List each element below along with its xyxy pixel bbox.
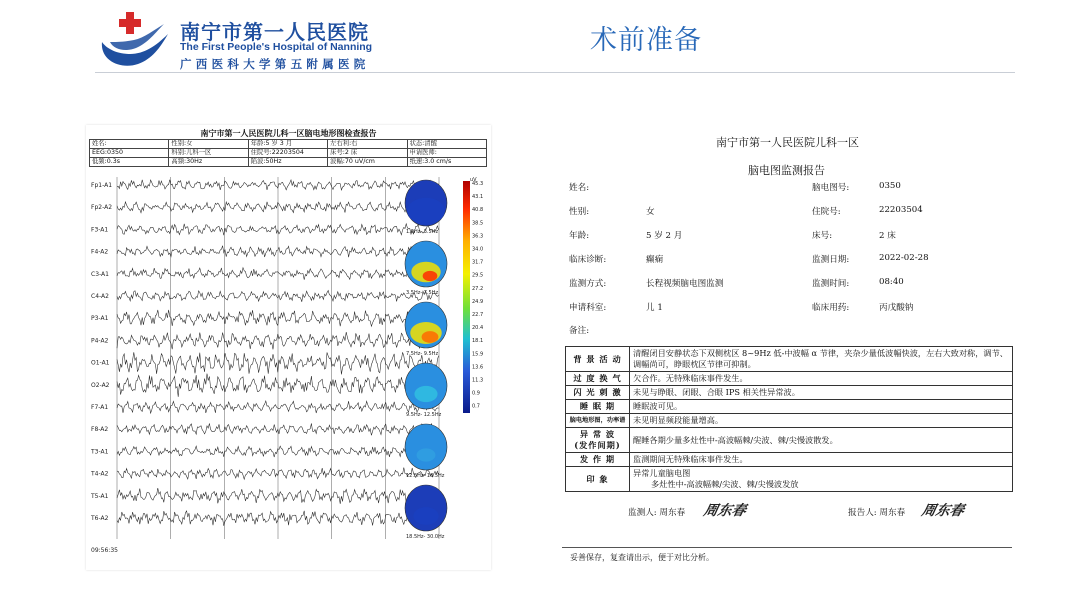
- impression-line: 多灶性中-高波幅棘/尖波、棘/尖慢波发放: [651, 479, 799, 489]
- eeg-channel-label: F3-A1: [91, 226, 109, 234]
- topography-head: [405, 363, 447, 418]
- row-label: 脑电地形图，功率谱: [566, 414, 630, 428]
- eeg-info-cell: 床号:2 床: [328, 149, 407, 158]
- row-label: 过 度 换 气: [566, 372, 630, 386]
- eeg-info-cell: 状态:清醒: [407, 140, 486, 149]
- row-label: 睡 眠 期: [566, 400, 630, 414]
- eeg-scale-label: 40.8: [472, 207, 484, 214]
- eeg-channel-label: F8-A2: [91, 426, 109, 434]
- bed-value: 2 床: [879, 231, 896, 241]
- eeg-channel-label: P3-A1: [91, 315, 109, 323]
- method-value: 长程视频脑电图监测: [646, 279, 724, 289]
- topography-hotspot: [422, 331, 439, 343]
- eeg-info-row: [90, 149, 487, 158]
- row-value: 未见与睁眼、闭眼、合眼 IPS 相关性异常波。: [630, 386, 1013, 400]
- topography-head: [405, 302, 447, 357]
- topography-hotspot: [423, 271, 438, 281]
- eeg-monitoring-report: [556, 124, 1026, 574]
- eeg-scale-label: 24.9: [472, 298, 484, 305]
- dept-label: 申请科室:: [569, 303, 607, 313]
- bed-label: 床号:: [812, 231, 833, 241]
- eeg-waveform-plot: [89, 177, 489, 567]
- date-value: 2022-02-28: [879, 253, 929, 263]
- row-label: 印 象: [566, 467, 630, 492]
- method-label: 监测方式:: [569, 279, 607, 289]
- admission-value: 22203504: [879, 205, 923, 215]
- eeg-channel-label: F4-A2: [91, 248, 109, 256]
- report-hospital: 南宁市第一人民医院儿科一区: [716, 136, 859, 149]
- eeg-report-title: 南宁市第一人民医院儿科一区脑电地形图检查报告: [200, 129, 377, 138]
- hospital-logo-icon: [98, 12, 170, 72]
- sex-label: 性别:: [569, 207, 590, 217]
- eeg-channel-label: T6-A2: [91, 515, 109, 522]
- row-label: 背 景 活 动: [566, 347, 630, 372]
- eeg-scale-label: 22.7: [472, 312, 484, 318]
- eeg-info-table: [89, 139, 487, 167]
- eeg-scale-label: 31.7: [472, 259, 484, 266]
- report-title: 脑电图监测报告: [748, 164, 825, 177]
- notes-label: 备注:: [569, 326, 590, 336]
- age-value: 5 岁 2 月: [646, 231, 683, 241]
- row-value: [630, 467, 1013, 492]
- eeg-channel-label: O2-A2: [91, 381, 110, 389]
- eeg-channel-label: C3-A1: [91, 270, 109, 278]
- eeg-channel-label: Fp2-A2: [91, 204, 113, 212]
- dept-value: 儿 1: [646, 303, 663, 313]
- topography-head: [405, 241, 447, 296]
- table-row: [566, 400, 1013, 414]
- date-label: 监测日期:: [812, 255, 850, 265]
- row-label-line: 异 常 波: [579, 429, 616, 439]
- row-label: 闪 光 刺 激: [566, 386, 630, 400]
- eeg-channel-label: Fp1-A1: [91, 182, 113, 189]
- eeg-info-cell: 陷波:50Hz: [248, 158, 327, 167]
- sex-value: 女: [646, 207, 655, 217]
- eeg-channel-label: T4-A2: [91, 470, 109, 478]
- topography-band-label: 18.5Hz- 30.0Hz: [406, 534, 445, 540]
- table-row: [566, 372, 1013, 386]
- eeg-channel-label: P4-A2: [91, 337, 109, 345]
- eeg-scale-unit: uV: [470, 177, 477, 183]
- slide-title: 术前准备: [590, 25, 702, 56]
- report-footer-divider: [562, 547, 1012, 548]
- topography-band-label: 3.5Hz- 7.5Hz: [406, 290, 439, 296]
- eeg-channel-label: T3-A1: [91, 448, 109, 456]
- row-label-line: (发作间期): [574, 440, 621, 450]
- eeg-scale-label: 0.9: [472, 390, 480, 397]
- topography-hotspot: [407, 198, 445, 224]
- eeg-info-cell: 申请医师:: [407, 149, 486, 158]
- diagnosis-label: 临床诊断:: [569, 255, 607, 265]
- table-row: [566, 467, 1013, 492]
- reporter-signature: 周东春: [920, 503, 966, 519]
- row-label: [566, 428, 630, 453]
- eeg-number-label: 脑电图号:: [812, 183, 850, 193]
- eeg-channel-label: C4-A2: [91, 293, 109, 300]
- eeg-scale-label: 13.6: [472, 364, 484, 371]
- topography-band-label: 7.5Hz- 9.5Hz: [406, 351, 439, 357]
- age-label: 年龄:: [569, 231, 590, 241]
- row-value: 欠合作。无特殊临床事件发生。: [630, 372, 1013, 386]
- eeg-scale-label: 36.3: [472, 233, 484, 240]
- eeg-channel-labels: [90, 182, 112, 522]
- eeg-info-row: [90, 158, 487, 167]
- eeg-info-cell: 波幅:70 uV/cm: [328, 158, 407, 167]
- admission-label: 住院号:: [812, 207, 841, 217]
- eeg-scale-label: 27.2: [472, 285, 484, 292]
- eeg-topography-report: [86, 125, 491, 570]
- topography-head: [405, 424, 447, 479]
- eeg-scale-label: 15.9: [472, 351, 484, 358]
- eeg-scale-labels: [472, 181, 483, 410]
- eeg-scale-label: 43.1: [472, 194, 484, 201]
- eeg-scale-label: 11.3: [472, 377, 484, 384]
- row-label: 发 作 期: [566, 453, 630, 467]
- topography-hotspot: [413, 507, 438, 525]
- eeg-scale-label: 20.4: [472, 325, 484, 332]
- topography-band-label: 9.5Hz- 12.5Hz: [406, 412, 442, 418]
- row-value: 清醒闭目安静状态下双侧枕区 8~9Hz 低-中波幅 α 节律，夹杂少量低波幅快波，左右大致对称，调节、调幅尚可，睁眼枕区节律可抑制。: [630, 347, 1013, 372]
- name-label: 姓名:: [569, 183, 590, 193]
- topography-hotspot: [414, 386, 437, 402]
- monitor-label: 监测人: 周东春: [628, 508, 686, 518]
- hospital-name-cn: 南宁市第一人民医院: [180, 20, 369, 44]
- eeg-info-cell: 性别:女: [169, 140, 248, 149]
- table-row: [566, 386, 1013, 400]
- topography-head-outline: [405, 424, 447, 470]
- eeg-info-cell: EEG:0350: [90, 149, 169, 158]
- hospital-name-en: The First People's Hospital of Nanning: [180, 41, 373, 53]
- drug-value: 丙戊酸钠: [879, 303, 914, 313]
- header-divider: [95, 72, 1015, 73]
- topography-head: [405, 485, 447, 540]
- diagnosis-value: 癫痫: [646, 255, 664, 265]
- topography-band-label: 1.0Hz- 3.5Hz: [406, 229, 439, 235]
- eeg-channel-label: O1-A1: [91, 359, 110, 367]
- impression-line: 异常儿童脑电图: [633, 468, 691, 478]
- eeg-info-cell: 住院号:22203504: [248, 149, 327, 158]
- eeg-scale-label: 29.5: [472, 272, 484, 279]
- eeg-channel-label: F7-A1: [91, 404, 109, 411]
- eeg-channel-label: T5-A1: [91, 492, 109, 500]
- eeg-info-cell: 年龄:5 岁 3 月: [248, 140, 327, 149]
- eeg-timestamp: 09:56:35: [91, 547, 118, 554]
- eeg-scale-label: 18.1: [472, 338, 484, 345]
- eeg-scale-label: 0.7: [472, 403, 480, 410]
- time-value: 08:40: [879, 277, 904, 287]
- drug-label: 临床用药:: [812, 303, 850, 313]
- eeg-info-cell: 姓名:: [90, 140, 169, 149]
- reporter-label: 报告人: 周东春: [848, 508, 906, 518]
- row-value: 监测期间无特殊临床事件发生。: [630, 453, 1013, 467]
- monitor-signature: 周东春: [702, 503, 748, 519]
- eeg-scale-label: 45.3: [472, 181, 484, 187]
- eeg-info-cell: 纸速:3.0 cm/s: [407, 158, 486, 167]
- eeg-number-value: 0350: [879, 181, 901, 191]
- row-value: 睡眠波可见。: [630, 400, 1013, 414]
- time-label: 监测时间:: [812, 279, 850, 289]
- eeg-info-cell: 高频:30Hz: [169, 158, 248, 167]
- table-row: [566, 428, 1013, 453]
- findings-table: [565, 346, 1013, 492]
- table-row: [566, 347, 1013, 372]
- eeg-info-cell: 左右利:右: [328, 140, 407, 149]
- topography-band-label: 12.5Hz- 18.5Hz: [406, 473, 445, 479]
- eeg-scale-label: 38.5: [472, 220, 484, 227]
- table-row: [566, 414, 1013, 428]
- eeg-info-cell: 科别:儿科一区: [169, 149, 248, 158]
- table-row: [566, 453, 1013, 467]
- report-footer-note: 妥善保存，复查请出示，便于对比分析。: [570, 553, 714, 562]
- row-value: 醒睡各期少量多灶性中-高波幅棘/尖波、棘/尖慢波散发。: [630, 428, 1013, 453]
- topography-hotspot: [417, 448, 436, 461]
- eeg-color-scale: [463, 181, 470, 413]
- eeg-info-cell: 低频:0.3s: [90, 158, 169, 167]
- row-value: 未见明显频段能量增高。: [630, 414, 1013, 428]
- eeg-scale-label: 34.0: [472, 246, 484, 253]
- eeg-info-row: [90, 140, 487, 149]
- eeg-topography-maps: [405, 180, 447, 540]
- hospital-affiliation: 广西医科大学第五附属医院: [180, 57, 370, 71]
- topography-head: [405, 180, 447, 235]
